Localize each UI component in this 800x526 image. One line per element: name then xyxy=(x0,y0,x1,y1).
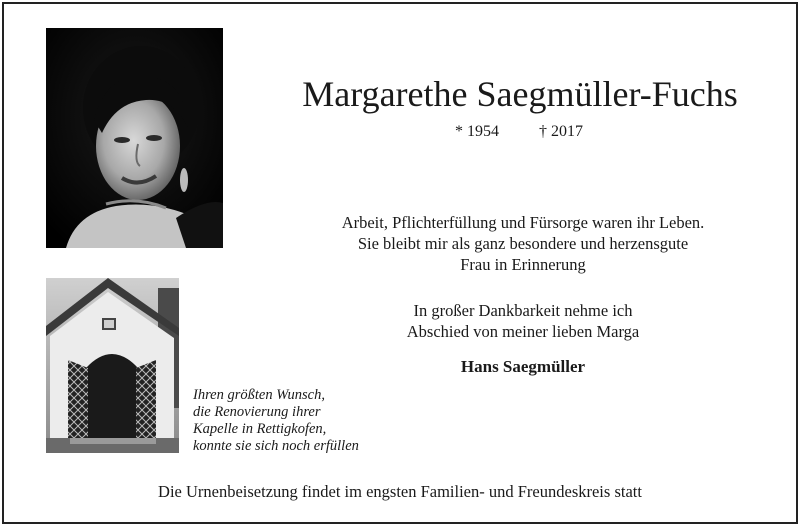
farewell-line: Abschied von meiner lieben Marga xyxy=(406,322,640,341)
death-year: † 2017 xyxy=(539,123,583,140)
portrait-photo xyxy=(46,28,223,248)
motto-line: Frau in Erinnerung xyxy=(460,255,586,274)
signer-name: Hans Saegmüller xyxy=(460,357,586,376)
farewell-text xyxy=(300,300,746,342)
wish-text xyxy=(193,387,413,455)
motto-line: Arbeit, Pflichterfüllung und Fürsorge waren ihr Leben. xyxy=(341,213,705,232)
wish-line: Ihren größten Wunsch, xyxy=(193,387,325,403)
motto-text xyxy=(300,212,746,275)
wish-line: Kapelle in Rettigkofen, xyxy=(193,421,327,437)
chapel-photo xyxy=(46,278,179,453)
funeral-note: Die Urnenbeisetzung findet im engsten Familien- und Freundeskreis statt xyxy=(158,482,642,501)
deceased-name: Margarethe Saegmüller-Fuchs xyxy=(302,74,738,114)
wish-line: konnte sie sich noch erfüllen xyxy=(193,438,359,454)
birth-year: * 1954 xyxy=(455,123,499,140)
motto-line: Sie bleibt mir als ganz besondere und herzensgute xyxy=(357,234,689,253)
farewell-line: In großer Dankbarkeit nehme ich xyxy=(413,301,633,320)
wish-line: die Renovierung ihrer xyxy=(193,404,321,420)
